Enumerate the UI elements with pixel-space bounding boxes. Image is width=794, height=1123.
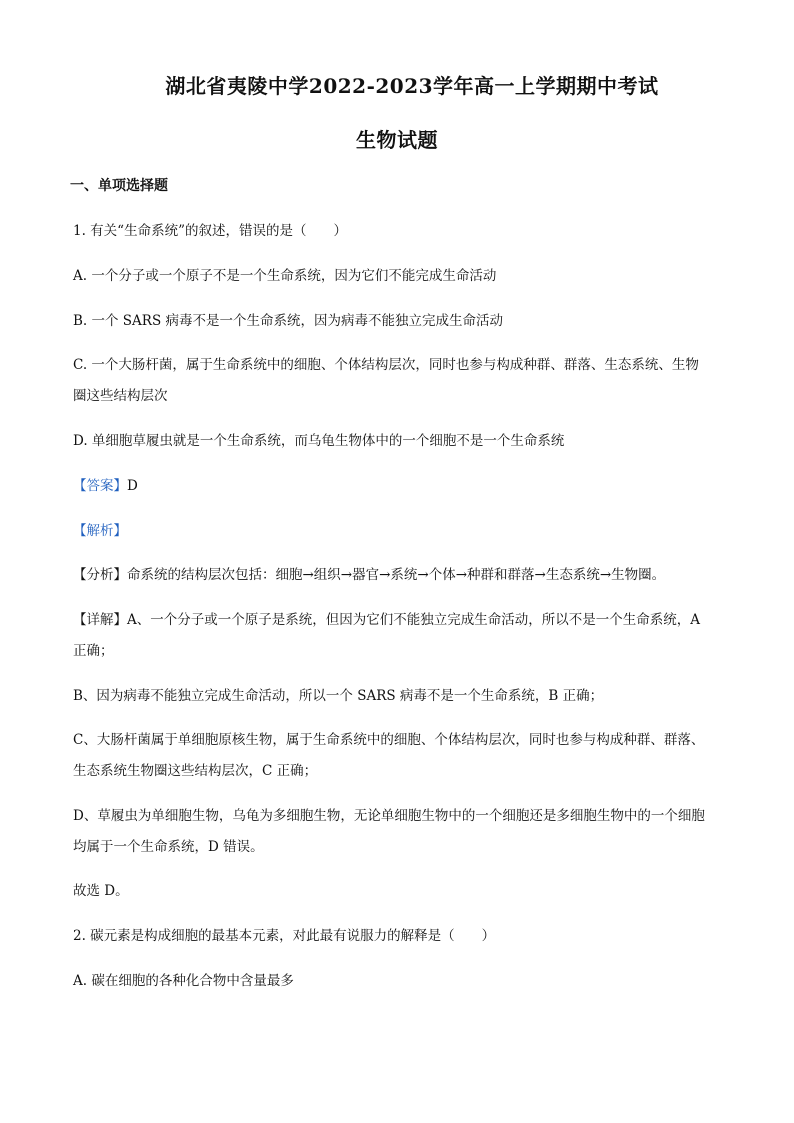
- question-1-option-a: A. 一个分子或一个原子不是一个生命系统，因为它们不能完成生命活动: [73, 268, 497, 284]
- fenxi-text: 命系统的结构层次包括：细胞→组织→器官→系统→个体→种群和群落→生态系统→生物圈。: [127, 567, 666, 583]
- answer-value: D: [127, 478, 138, 494]
- fenxi-line: [73, 560, 733, 590]
- question-1-option-d: D. 单细胞草履虫就是一个生命系统，而乌龟生物体中的一个细胞不是一个生命系统: [73, 433, 565, 449]
- answer-line: [73, 471, 733, 501]
- conclusion: 故选 D。: [73, 883, 129, 899]
- question-1-option-c-line1: C. 一个大肠杆菌，属于生命系统中的细胞、个体结构层次，同时也参与构成种群、群落、生态系统、生物: [73, 357, 699, 373]
- analysis-label: 【解析】: [73, 523, 127, 539]
- xiangjie-d-line2: 均属于一个生命系统，D 错误。: [73, 839, 264, 855]
- question-2-option-a: A. 碳在细胞的各种化合物中含量最多: [73, 973, 294, 989]
- question-1-option-c-line2: 圈这些结构层次: [73, 388, 168, 404]
- question-1-stem: 1. 有关“生命系统”的叙述，错误的是（ ）: [73, 223, 347, 239]
- answer-label: 【答案】: [73, 478, 127, 494]
- question-1-option-b: B. 一个 SARS 病毒不是一个生命系统，因为病毒不能独立完成生命活动: [73, 313, 503, 329]
- analysis-line: [73, 516, 733, 546]
- xiangjie-a-text: A、一个分子或一个原子是系统，但因为它们不能独立完成生命活动，所以不是一个生命系统，A: [127, 612, 700, 628]
- fenxi-label: 【分析】: [73, 567, 127, 583]
- page-title: 湖北省夷陵中学2022-2023学年高一上学期期中考试: [165, 74, 659, 98]
- question-2-stem: 2. 碳元素是构成细胞的最基本元素，对此最有说服力的解释是（ ）: [73, 928, 496, 944]
- page-subtitle: 生物试题: [356, 128, 438, 152]
- xiangjie-line: [73, 605, 733, 635]
- xiangjie-c-line2: 生态系统生物圈这些结构层次，C 正确；: [73, 763, 318, 779]
- xiangjie-b: B、因为病毒不能独立完成生命活动，所以一个 SARS 病毒不是一个生命系统，B 正确；: [73, 688, 604, 704]
- xiangjie-label: 【详解】: [73, 612, 127, 628]
- xiangjie-c-line1: C、大肠杆菌属于单细胞原核生物，属于生命系统中的细胞、个体结构层次，同时也参与构成种群、群落、: [73, 732, 705, 748]
- xiangjie-d-line1: D、草履虫为单细胞生物，乌龟为多细胞生物，无论单细胞生物中的一个细胞还是多细胞生物中的一个细胞: [73, 808, 705, 824]
- xiangjie-a-line2: 正确；: [73, 643, 114, 659]
- section-heading: 一、单项选择题: [70, 178, 168, 194]
